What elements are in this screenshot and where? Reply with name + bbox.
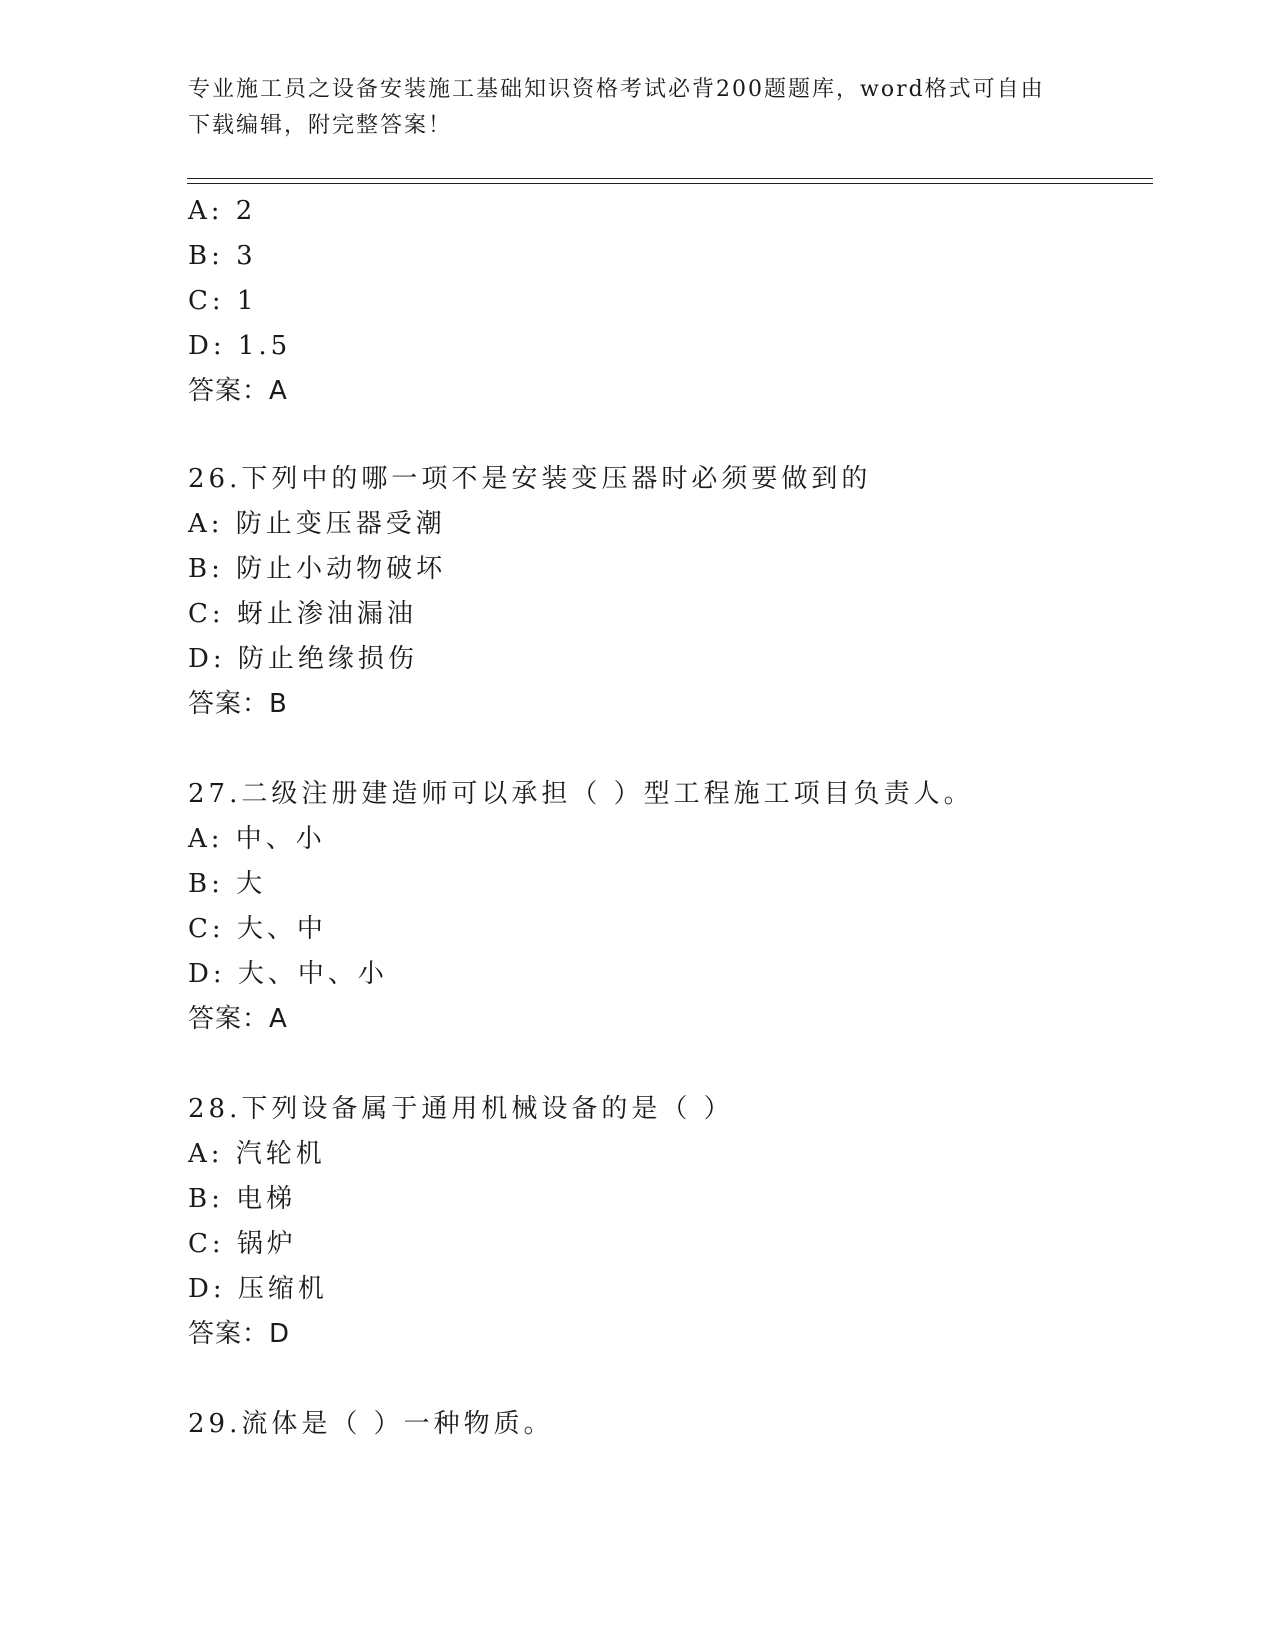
q29-question: 29.流体是（ ）一种物质。	[188, 1409, 554, 1439]
q27-question: 27.二级注册建造师可以承担（ ）型工程施工项目负责人。	[188, 779, 974, 809]
q28-question: 28.下列设备属于通用机械设备的是（ ）	[188, 1094, 734, 1124]
q26-option-d: D: 防止绝缘损伤	[188, 644, 418, 674]
q28-option-d: D: 压缩机	[188, 1274, 328, 1304]
q28-answer: 答案：D	[188, 1319, 291, 1349]
q28-option-c: C: 锅炉	[188, 1229, 297, 1259]
q28-option-b: B: 电梯	[188, 1184, 297, 1214]
q27-option-a: A: 中、小	[188, 824, 326, 854]
q27-option-c: C: 大、中	[188, 914, 327, 944]
q27-option-d: D: 大、中、小	[188, 959, 388, 989]
q25-option-a: A: 2	[188, 196, 257, 226]
q26-answer: 答案：B	[188, 689, 288, 719]
q25-option-b: B: 3	[188, 241, 257, 271]
header-divider-bottom	[187, 183, 1153, 184]
header-divider-top	[187, 178, 1153, 179]
q26-question: 26.下列中的哪一项不是安装变压器时必须要做到的	[188, 464, 872, 494]
q26-option-b: B: 防止小动物破坏	[188, 554, 447, 584]
q27-answer: 答案：A	[188, 1004, 288, 1034]
q25-option-d: D: 1.5	[188, 331, 292, 361]
q26-option-c: C: 蚜止渗油漏油	[188, 599, 417, 629]
document-title: 专业施工员之设备安装施工基础知识资格考试必背200题题库，word格式可自由下载编辑，附完整答案！	[188, 77, 1045, 138]
q25-answer: 答案：A	[188, 376, 288, 406]
q25-option-c: C: 1	[188, 286, 258, 316]
q26-option-a: A: 防止变压器受潮	[188, 509, 446, 539]
q28-option-a: A: 汽轮机	[188, 1139, 326, 1169]
q27-option-b: B: 大	[188, 869, 267, 899]
